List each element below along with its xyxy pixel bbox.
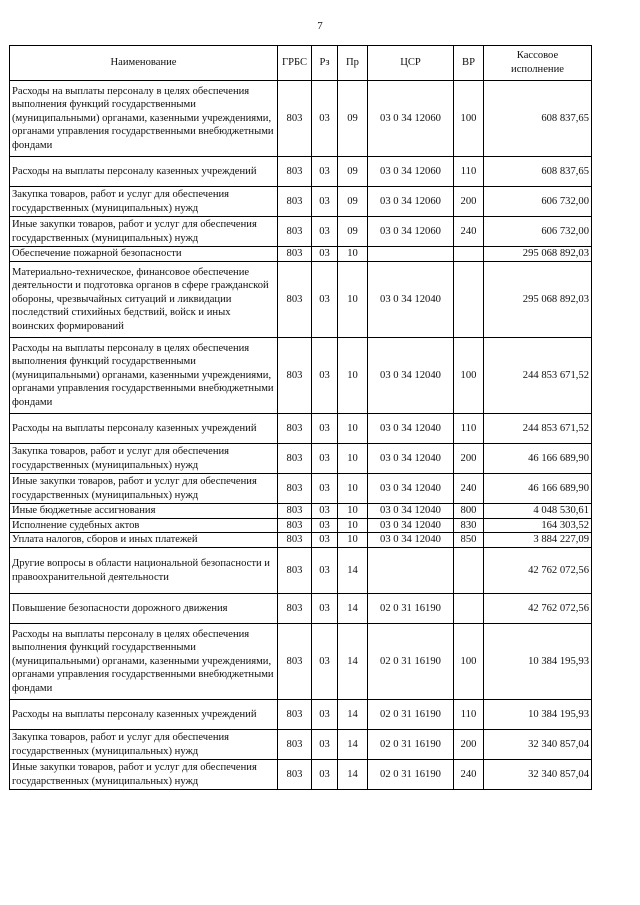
cell-csr: 03 0 34 12040 xyxy=(368,414,454,444)
cell-pr: 10 xyxy=(338,474,368,504)
cell-rz: 03 xyxy=(312,414,338,444)
cell-rz: 03 xyxy=(312,247,338,262)
cell-vr: 850 xyxy=(454,533,484,548)
cell-name: Иные закупки товаров, работ и услуг для обеспечения государственных (муниципальных) нужд xyxy=(10,474,278,504)
budget-table xyxy=(9,45,592,790)
cell-pr: 14 xyxy=(338,548,368,594)
cell-grbs: 803 xyxy=(278,548,312,594)
cell-vr: 110 xyxy=(454,414,484,444)
cell-pr: 09 xyxy=(338,187,368,217)
cell-rz: 03 xyxy=(312,504,338,519)
cell-vr: 200 xyxy=(454,730,484,760)
cell-grbs: 803 xyxy=(278,247,312,262)
cell-name: Закупка товаров, работ и услуг для обеспечения государственных (муниципальных) нужд xyxy=(10,444,278,474)
header-rz: Рз xyxy=(312,46,338,81)
cell-csr: 02 0 31 16190 xyxy=(368,624,454,700)
cell-pr: 14 xyxy=(338,700,368,730)
cell-name: Другие вопросы в области национальной безопасности и правоохранительной деятельности xyxy=(10,548,278,594)
cell-grbs: 803 xyxy=(278,262,312,338)
cell-grbs: 803 xyxy=(278,504,312,519)
table-row xyxy=(10,187,592,217)
cell-name: Закупка товаров, работ и услуг для обеспечения государственных (муниципальных) нужд xyxy=(10,730,278,760)
cell-vr: 800 xyxy=(454,504,484,519)
cell-grbs: 803 xyxy=(278,217,312,247)
cell-csr xyxy=(368,548,454,594)
cell-amount: 32 340 857,04 xyxy=(484,730,592,760)
cell-vr: 200 xyxy=(454,187,484,217)
cell-amount: 608 837,65 xyxy=(484,81,592,157)
cell-name: Расходы на выплаты персоналу в целях обеспечения выполнения функций государственными (муниципальными) органами, казенными учреждениями, органами управления государственными внебюджетными фондами xyxy=(10,624,278,700)
cell-name: Расходы на выплаты персоналу в целях обеспечения выполнения функций государственными (муниципальными) органами, казенными учреждениями, органами управления государственными внебюджетными фондами xyxy=(10,81,278,157)
table-row xyxy=(10,700,592,730)
cell-pr: 14 xyxy=(338,760,368,790)
cell-pr: 10 xyxy=(338,262,368,338)
header-csr: ЦСР xyxy=(368,46,454,81)
cell-vr xyxy=(454,548,484,594)
cell-pr: 10 xyxy=(338,444,368,474)
cell-rz: 03 xyxy=(312,262,338,338)
cell-grbs: 803 xyxy=(278,533,312,548)
cell-csr: 03 0 34 12040 xyxy=(368,338,454,414)
cell-amount: 164 303,52 xyxy=(484,518,592,533)
cell-rz: 03 xyxy=(312,760,338,790)
table-row xyxy=(10,414,592,444)
cell-grbs: 803 xyxy=(278,414,312,444)
cell-rz: 03 xyxy=(312,533,338,548)
header-amount-line1: Кассовое xyxy=(516,50,559,62)
table-row xyxy=(10,518,592,533)
cell-name: Материально-техническое, финансовое обеспечение деятельности и подготовка органов в сфере гражданской обороны, чрезвычайных ситуаций и ликвидации последствий стихийных бедствий, войск и иных воинских формирований xyxy=(10,262,278,338)
cell-vr xyxy=(454,247,484,262)
cell-amount: 295 068 892,03 xyxy=(484,247,592,262)
table-row xyxy=(10,444,592,474)
header-pr: Пр xyxy=(338,46,368,81)
cell-name: Иные закупки товаров, работ и услуг для обеспечения государственных (муниципальных) нужд xyxy=(10,217,278,247)
cell-name: Расходы на выплаты персоналу в целях обеспечения выполнения функций государственными (муниципальными) органами, казенными учреждениями, органами управления государственными внебюджетными фондами xyxy=(10,338,278,414)
table-header-row xyxy=(10,46,592,81)
cell-csr: 03 0 34 12040 xyxy=(368,474,454,504)
table-row xyxy=(10,262,592,338)
cell-pr: 10 xyxy=(338,518,368,533)
cell-grbs: 803 xyxy=(278,187,312,217)
cell-csr: 03 0 34 12040 xyxy=(368,444,454,474)
table-row xyxy=(10,474,592,504)
cell-vr xyxy=(454,594,484,624)
table-row xyxy=(10,504,592,519)
cell-grbs: 803 xyxy=(278,594,312,624)
cell-csr: 02 0 31 16190 xyxy=(368,760,454,790)
cell-vr: 110 xyxy=(454,700,484,730)
cell-name: Повышение безопасности дорожного движения xyxy=(10,594,278,624)
cell-amount: 606 732,00 xyxy=(484,187,592,217)
cell-csr: 02 0 31 16190 xyxy=(368,594,454,624)
cell-grbs: 803 xyxy=(278,157,312,187)
cell-rz: 03 xyxy=(312,157,338,187)
cell-vr: 100 xyxy=(454,624,484,700)
cell-rz: 03 xyxy=(312,187,338,217)
cell-vr: 100 xyxy=(454,81,484,157)
cell-amount: 244 853 671,52 xyxy=(484,414,592,444)
cell-amount: 46 166 689,90 xyxy=(484,444,592,474)
table-row xyxy=(10,730,592,760)
table-row xyxy=(10,157,592,187)
cell-csr: 03 0 34 12060 xyxy=(368,81,454,157)
cell-grbs: 803 xyxy=(278,444,312,474)
cell-name: Уплата налогов, сборов и иных платежей xyxy=(10,533,278,548)
cell-grbs: 803 xyxy=(278,730,312,760)
cell-rz: 03 xyxy=(312,474,338,504)
cell-amount: 4 048 530,61 xyxy=(484,504,592,519)
cell-amount: 42 762 072,56 xyxy=(484,548,592,594)
cell-name: Закупка товаров, работ и услуг для обеспечения государственных (муниципальных) нужд xyxy=(10,187,278,217)
cell-grbs: 803 xyxy=(278,518,312,533)
cell-name: Исполнение судебных актов xyxy=(10,518,278,533)
cell-vr: 110 xyxy=(454,157,484,187)
cell-rz: 03 xyxy=(312,730,338,760)
cell-csr: 03 0 34 12040 xyxy=(368,533,454,548)
cell-pr: 10 xyxy=(338,504,368,519)
cell-amount: 244 853 671,52 xyxy=(484,338,592,414)
cell-vr: 100 xyxy=(454,338,484,414)
cell-pr: 14 xyxy=(338,624,368,700)
cell-name: Иные закупки товаров, работ и услуг для обеспечения государственных (муниципальных) нужд xyxy=(10,760,278,790)
cell-vr: 240 xyxy=(454,217,484,247)
cell-rz: 03 xyxy=(312,700,338,730)
cell-csr xyxy=(368,247,454,262)
cell-pr: 10 xyxy=(338,414,368,444)
cell-grbs: 803 xyxy=(278,624,312,700)
cell-amount: 3 884 227,09 xyxy=(484,533,592,548)
cell-amount: 32 340 857,04 xyxy=(484,760,592,790)
cell-pr: 14 xyxy=(338,730,368,760)
header-amount-line2: исполнение xyxy=(511,64,564,75)
cell-rz: 03 xyxy=(312,548,338,594)
cell-name: Обеспечение пожарной безопасности xyxy=(10,247,278,262)
cell-amount: 42 762 072,56 xyxy=(484,594,592,624)
page-number: 7 xyxy=(317,20,323,32)
cell-vr: 240 xyxy=(454,760,484,790)
cell-name: Расходы на выплаты персоналу казенных учреждений xyxy=(10,414,278,444)
cell-csr: 03 0 34 12040 xyxy=(368,504,454,519)
cell-vr: 830 xyxy=(454,518,484,533)
cell-vr: 200 xyxy=(454,444,484,474)
header-vr: ВР xyxy=(454,46,484,81)
header-name: Наименование xyxy=(10,46,278,81)
cell-grbs: 803 xyxy=(278,338,312,414)
cell-csr: 02 0 31 16190 xyxy=(368,730,454,760)
header-amount xyxy=(484,46,592,81)
cell-csr: 03 0 34 12040 xyxy=(368,262,454,338)
cell-csr: 03 0 34 12060 xyxy=(368,157,454,187)
table-row xyxy=(10,338,592,414)
cell-pr: 14 xyxy=(338,594,368,624)
cell-name: Иные бюджетные ассигнования xyxy=(10,504,278,519)
cell-csr: 03 0 34 12060 xyxy=(368,187,454,217)
table-row xyxy=(10,217,592,247)
cell-name: Расходы на выплаты персоналу казенных учреждений xyxy=(10,700,278,730)
cell-amount: 46 166 689,90 xyxy=(484,474,592,504)
table-row xyxy=(10,624,592,700)
table-row xyxy=(10,548,592,594)
cell-grbs: 803 xyxy=(278,474,312,504)
cell-csr: 03 0 34 12060 xyxy=(368,217,454,247)
cell-amount: 10 384 195,93 xyxy=(484,700,592,730)
table-body xyxy=(10,81,592,790)
cell-amount: 606 732,00 xyxy=(484,217,592,247)
cell-rz: 03 xyxy=(312,594,338,624)
table-row xyxy=(10,247,592,262)
cell-grbs: 803 xyxy=(278,81,312,157)
cell-grbs: 803 xyxy=(278,760,312,790)
cell-vr: 240 xyxy=(454,474,484,504)
cell-rz: 03 xyxy=(312,444,338,474)
cell-csr: 03 0 34 12040 xyxy=(368,518,454,533)
cell-amount: 295 068 892,03 xyxy=(484,262,592,338)
table-row xyxy=(10,81,592,157)
cell-pr: 09 xyxy=(338,81,368,157)
cell-pr: 09 xyxy=(338,157,368,187)
header-grbs: ГРБС xyxy=(278,46,312,81)
table-row xyxy=(10,533,592,548)
cell-pr: 10 xyxy=(338,533,368,548)
cell-name: Расходы на выплаты персоналу казенных учреждений xyxy=(10,157,278,187)
cell-pr: 09 xyxy=(338,217,368,247)
cell-amount: 608 837,65 xyxy=(484,157,592,187)
cell-amount: 10 384 195,93 xyxy=(484,624,592,700)
cell-rz: 03 xyxy=(312,624,338,700)
cell-rz: 03 xyxy=(312,518,338,533)
cell-csr: 02 0 31 16190 xyxy=(368,700,454,730)
cell-pr: 10 xyxy=(338,247,368,262)
cell-grbs: 803 xyxy=(278,700,312,730)
cell-pr: 10 xyxy=(338,338,368,414)
cell-rz: 03 xyxy=(312,81,338,157)
table-row xyxy=(10,760,592,790)
table-row xyxy=(10,594,592,624)
cell-rz: 03 xyxy=(312,217,338,247)
cell-rz: 03 xyxy=(312,338,338,414)
cell-vr xyxy=(454,262,484,338)
